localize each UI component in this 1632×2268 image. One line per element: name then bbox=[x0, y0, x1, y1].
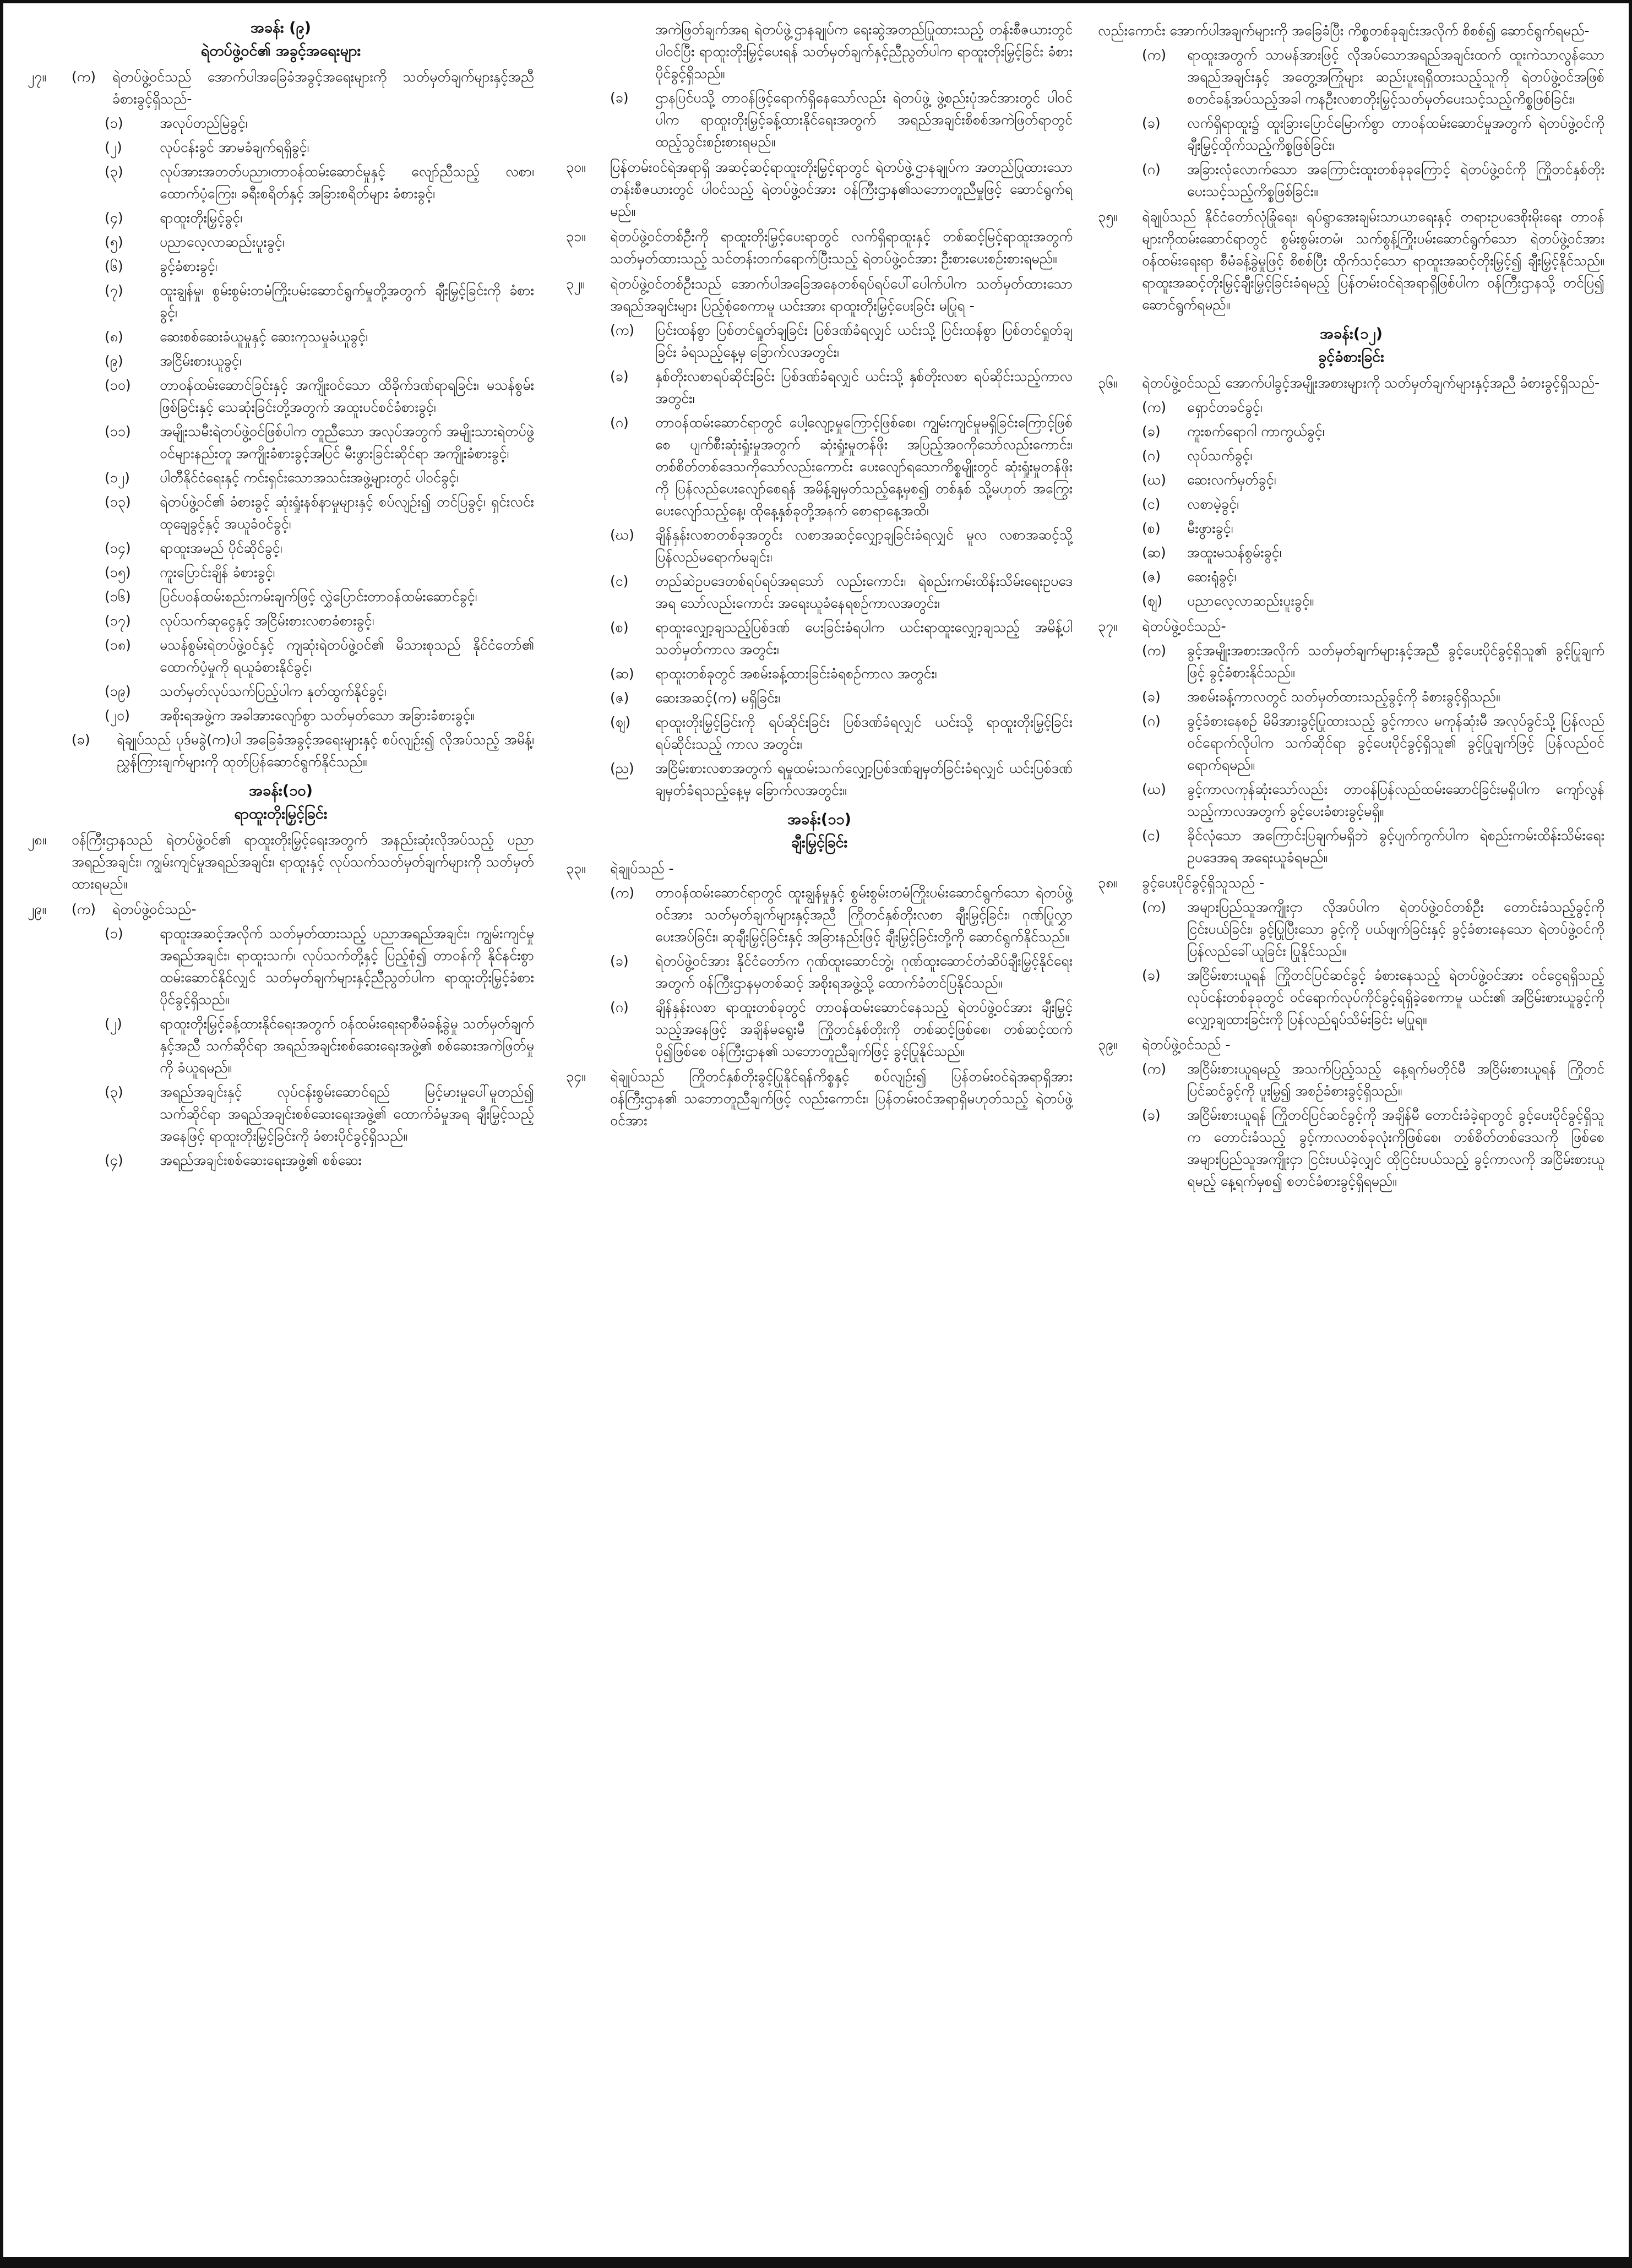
section-27 bbox=[28, 66, 534, 110]
list-item bbox=[1142, 640, 1604, 684]
item-text: အရည်အချင်းနှင့် လုပ်ငန်းစွမ်းဆောင်ရည် မြင့်မားမှုပေါ်မူတည်၍ သက်ဆိုင်ရာ အရည်အချင်းစစ်ဆေးရေးအဖွဲ့၏ ထောက်ခံမှုအရ ချီးမြှင့်သည့်အနေဖြင့် ရာထူးတိုးမြှင့်ခြင်းကို ခံစားပိုင်ခွင့်ရှိသည်။ bbox=[160, 1084, 534, 1144]
list-item bbox=[610, 524, 1073, 568]
item-text: မီးဖွားခွင့်၊ bbox=[1187, 520, 1233, 536]
item-label: (က) bbox=[1142, 642, 1166, 658]
bottom-rule bbox=[3, 2257, 1629, 2265]
item-label: (၁၄) bbox=[105, 540, 131, 556]
section-34 bbox=[566, 1066, 1073, 1132]
list-item bbox=[1142, 396, 1604, 418]
continued-text bbox=[1098, 20, 1604, 42]
item-label: (၈) bbox=[105, 329, 123, 345]
list-item bbox=[1142, 964, 1604, 1031]
list-item bbox=[105, 586, 534, 608]
item-text: ရာထူးလျှော့ချသည့်ပြစ်ဒဏ် ပေးခြင်းခံရပါက ယင်းရာထူးလျှော့ချသည့် အမိန့်ပါ သတ်မှတ်ကာလ အတွင်း၊ bbox=[655, 619, 1073, 657]
item-label: (၃) bbox=[105, 1084, 123, 1100]
list-item bbox=[1142, 778, 1604, 822]
list-item bbox=[105, 537, 534, 559]
section-text: ခွင့်ပေးပိုင်ခွင့်ရှိသူသည် - bbox=[1142, 875, 1264, 891]
item-text: ပြင်းထန်စွာ ပြစ်တင်ရှုတ်ချခြင်း ပြစ်ဒဏ်ခံရလျှင် ယင်းသို့ ပြင်းထန်စွာ ပြစ်တင်ရှုတ်ချခြင်း ခံရသည့်နေ့မှ ခြောက်လအတွင်း၊ bbox=[655, 322, 1073, 360]
section-number: ၃၂။ bbox=[566, 276, 585, 292]
list-item bbox=[1142, 445, 1604, 467]
item-text: ရာထူးတိုးမြှင့်ခန့်ထားနိုင်ရေးအတွက် ဝန်ထမ်းရေးရာစီမံခန့်ခွဲမှု သတ်မှတ်ချက်နှင့်အညီ သက်ဆိုင်ရာ အရည်အချင်းစစ်ဆေးရေးအဖွဲ့၏ စစ်ဆေးအကဲဖြတ်မှုကို ခံယူရမည်။ bbox=[160, 1016, 534, 1076]
section-32-items bbox=[566, 319, 1073, 802]
item-label: (က) bbox=[610, 885, 634, 901]
section-number: ၃၄။ bbox=[566, 1068, 586, 1084]
item-label: (ဂ) bbox=[1142, 161, 1161, 177]
list-item bbox=[105, 1013, 534, 1079]
item-text: လက်ရှိရာထူး၌ ထူးခြားပြောင်မြောက်စွာ တာဝန်ထမ်းဆောင်မှုအတွက် ရဲတပ်ဖွဲ့ဝင်ကို ချီးမြှင့်ထိုက်သည့်ကိစ္စဖြစ်ခြင်း၊ bbox=[1187, 115, 1604, 153]
section-28 bbox=[28, 829, 534, 895]
item-label: (၁၇) bbox=[105, 613, 131, 629]
clause-text: အကဲဖြတ်ချက်အရ ရဲတပ်ဖွဲ့ဌာနချုပ်က ရေးဆွဲအတည်ပြုထားသည့် တန်းစီဇယားတွင် ပါဝင်ပြီး ရာထူးတိုးမြှင့်ပေးရန် သတ်မှတ်ချက်နှင့်ညီညွတ်ပါက ရာထူးတိုးမြှင့်ခြင်း ခံစားပိုင်ခွင့်ရှိသည်။ bbox=[655, 21, 1073, 81]
section-33 bbox=[566, 858, 1073, 880]
item-label: (ဂ) bbox=[1142, 713, 1161, 729]
chapter-11-subtitle: ချီးမြှင့်ခြင်း bbox=[791, 834, 848, 851]
section-number: ၃၇။ bbox=[1098, 618, 1118, 634]
item-label: (၄) bbox=[105, 210, 123, 226]
section-number: ၃၁။ bbox=[566, 228, 586, 244]
section-number: ၃၈။ bbox=[1098, 875, 1118, 891]
section-29-items bbox=[28, 923, 534, 1171]
list-item bbox=[1142, 896, 1604, 962]
item-label: (၅) bbox=[105, 234, 123, 250]
list-item bbox=[1142, 44, 1604, 110]
item-text: အခြားလုံလောက်သော အကြောင်းထူးတစ်ခုခုကြောင့် ရဲတပ်ဖွဲ့ဝင်ကို ကြိုတင်နှစ်တိုးပေးသင့်သည့်ကိစ္စဖြစ်ခြင်း။ bbox=[1187, 161, 1604, 199]
item-text: အလုပ်တည်မြဲခွင့်၊ bbox=[160, 115, 248, 131]
item-text: လုပ်အားအတတ်ပညာ၊တာဝန်ထမ်းဆောင်မှုနှင့် လျော်ညီသည့် လစာ၊ ထောက်ပံ့ကြေး၊ ခရီးစရိတ်နှင့် အခြားစရိတ်များ ခံစားခွင့်၊ bbox=[160, 163, 534, 201]
item-text: ရာထူးအတွက် သာမန်အားဖြင့် လိုအပ်သောအရည်အချင်းထက် ထူးကဲသာလွန်သော အရည်အချင်းနှင့် အတွေ့အကြုံများ ဆည်းပူးရရှိထားသည့်သူကို ရဲတပ်ဖွဲ့ဝင်အဖြစ် စတင်ခန့်အပ်သည့်အခါ ကနဦးလစာတိုးမြှင့်သတ်မှတ်ပေးသင့်သည့်ကိစ္စဖြစ်ခြင်း၊ bbox=[1187, 47, 1604, 107]
item-label: (၆) bbox=[105, 258, 123, 274]
list-item bbox=[105, 610, 534, 632]
item-label: (၁၂) bbox=[105, 470, 130, 486]
section-35 bbox=[1098, 206, 1604, 316]
list-item bbox=[1142, 566, 1604, 588]
list-item bbox=[105, 923, 534, 1011]
list-item bbox=[610, 996, 1073, 1062]
clause-label: (ခ) bbox=[610, 90, 629, 106]
item-text: လုပ်သက်ခွင့်၊ bbox=[1187, 448, 1253, 464]
list-item bbox=[105, 561, 534, 584]
item-text: အငြိမ်းစားယူခွင့်၊ bbox=[160, 353, 242, 369]
section-29-clause-b bbox=[610, 87, 1073, 153]
chapter-10-title: အခန်း(၁၀) bbox=[249, 782, 313, 799]
list-item bbox=[1142, 469, 1604, 491]
item-label: (၁၈) bbox=[105, 637, 131, 653]
item-label: (င) bbox=[1142, 827, 1161, 843]
item-label: (ခ) bbox=[610, 368, 629, 384]
item-label: (၂) bbox=[105, 139, 122, 155]
item-label: (စ) bbox=[1142, 520, 1161, 536]
item-label: (၃) bbox=[105, 163, 123, 179]
section-29 bbox=[28, 898, 534, 920]
section-37-items bbox=[1098, 640, 1604, 869]
item-label: (ည) bbox=[610, 760, 634, 776]
item-text: အမျိုးသမီးရဲတပ်ဖွဲ့ဝင်ဖြစ်ပါက တူညီသော အလုပ်အတွက် အမျိုးသားရဲတပ်ဖွဲ့ဝင်များနည်းတူ အကျိုးခံစားခွင့်အပြင် မီးဖွားခြင်းဆိုင်ရာ အကျိုးခံစားခွင့်၊ bbox=[160, 423, 534, 461]
item-text: တာဝန်ထမ်းဆောင်ရာတွင် ထူးချွန်မှုနှင့် စွမ်းစွမ်းတမံကြိုးပမ်းဆောင်ရွက်သော ရဲတပ်ဖွဲ့ဝင်အား သတ်မှတ်ချက်များနှင့်အညီ ကြိုတင်နှစ်တိုးလစာ ချီးမြှင့်ခြင်း၊ ဂုဏ်ပြုလွှာပေးအပ်ခြင်း၊ ဆုချီးမြှင့်ခြင်းနှင့် အခြားနည်းဖြင့် ချီးမြှင့်ခြင်းတို့ကို ဆောင်ရွက်နိုင်သည်။ bbox=[655, 885, 1073, 945]
item-label: (၁) bbox=[105, 115, 123, 131]
item-label: (ဃ) bbox=[1142, 472, 1166, 488]
item-text: ခွင့်အမျိုးအစားအလိုက် သတ်မှတ်ချက်များနှင့်အညီ ခွင့်ပေးပိုင်ခွင့်ရှိသူ၏ ခွင့်ပြုချက်ဖြင့် ခွင့်ခံစားနိုင်သည်။ bbox=[1187, 642, 1604, 680]
section-31 bbox=[566, 226, 1073, 270]
list-item bbox=[1142, 517, 1604, 539]
item-text: မသန်စွမ်းရဲတပ်ဖွဲ့ဝင်နှင့် ကျဆုံးရဲတပ်ဖွဲ့ဝင်၏ မိသားစုသည် နိုင်ငံတော်၏ ထောက်ပံ့မှုကို ရယူခံစားနိုင်ခွင့်၊ bbox=[160, 637, 534, 675]
list-item bbox=[105, 280, 534, 324]
list-item bbox=[610, 663, 1073, 685]
section-38 bbox=[1098, 872, 1604, 894]
item-text: အများပြည်သူအကျိုးငှာ လိုအပ်ပါက ရဲတပ်ဖွဲ့ဝင်တစ်ဦး တောင်းခံသည့်ခွင့်ကို ငြင်းပယ်ခြင်း၊ ခွင့်ပြုပြီးသော ခွင့်ကို ပယ်ဖျက်ခြင်းနှင့် ခွင့်ခံစားနေသော ရဲတပ်ဖွဲ့ဝင်ကို ပြန်လည်ခေါ်ယူခြင်း ပြုနိုင်သည်။ bbox=[1187, 899, 1604, 959]
chapter-10-subtitle: ရာထူးတိုးမြှင့်ခြင်း bbox=[234, 805, 328, 822]
list-item bbox=[610, 882, 1073, 948]
item-label: (က) bbox=[1142, 399, 1166, 415]
section-number: ၃၉။ bbox=[1098, 1037, 1118, 1053]
item-text: ခွင့်ခံစားနေစဉ် မိမိအားခွင့်ပြုထားသည့် ခွင့်ကာလ မကုန်ဆုံးမီ အလုပ်ခွင်သို့ ပြန်လည်ဝင်ရောက်လိုပါက သက်ဆိုင်ရာ ခွင့်ပေးပိုင်ခွင့်ရှိသူ၏ ခွင့်ပြုချက်ဖြင့် ပြန်လည်ဝင်ရောက်ရမည်။ bbox=[1187, 713, 1604, 773]
item-label: (က) bbox=[610, 322, 634, 338]
item-label: (ဈ) bbox=[1142, 593, 1163, 609]
list-item bbox=[105, 374, 534, 418]
section-27-clause-b bbox=[72, 729, 534, 773]
list-item bbox=[610, 366, 1073, 410]
item-label: (၁၃) bbox=[105, 494, 131, 510]
list-item bbox=[610, 711, 1073, 755]
list-item bbox=[105, 1081, 534, 1147]
item-label: (ဂ) bbox=[610, 999, 629, 1015]
item-text: ချိန်နှန်းလစာ ရာထူးတစ်ခုတွင် တာဝန်ထမ်းဆောင်နေသည့် ရဲတပ်ဖွဲ့ဝင်အား ချီးမြှင့်သည့်အနေဖြင့် အချိန်မရွေးမီ ကြိုတင်နှစ်တိုးကို တစ်ဆင့်ဖြစ်စေ၊ တစ်ဆင့်ထက်ပို၍ဖြစ်စေ ဝန်ကြီးဌာန၏ သဘောတူညီချက်ဖြင့် ခွင့်ပြုနိုင်သည်။ bbox=[655, 999, 1073, 1059]
item-label: (ဆ) bbox=[1142, 544, 1166, 560]
item-label: (ခ) bbox=[1142, 689, 1161, 705]
list-item bbox=[610, 757, 1073, 802]
section-number: ၂၉။ bbox=[28, 901, 46, 917]
item-text: အငြိမ်းစားလစာအတွက် ရမှုထမ်းသက်လျှော့ပြစ်ဒဏ်ချမှတ်ခြင်းခံရလျှင် ယင်းပြစ်ဒဏ်ချမှတ်ခံရသည့်နေ့မှ ခြောက်လအတွင်း။ bbox=[655, 760, 1073, 798]
item-text: ရဲတပ်ဖွဲ့ဝင်အား နိုင်ငံတော်က ဂုဏ်ထူးဆောင်ဘွဲ့၊ ဂုဏ်ထူးဆောင်တံဆိပ်ချီးမြှင့်နိုင်ရေးအတွက် ဝန်ကြီးဌာနမှတစ်ဆင့် အစိုးရအဖွဲ့သို့ ထောက်ခံတင်ပြနိုင်သည်။ bbox=[655, 953, 1073, 991]
chapter-11-title: အခန်း(၁၁) bbox=[787, 811, 851, 828]
item-label: (၁၁) bbox=[105, 423, 131, 439]
clause-text: ရဲတပ်ဖွဲ့ဝင်သည် အောက်ပါအခြေခံအခွင့်အရေးများကို သတ်မှတ်ချက်များနှင့်အညီ ခံစားခွင့်ရှိသည်- bbox=[112, 69, 534, 107]
section-text: ရဲချုပ်သည် ကြိုတင်နှစ်တိုးခွင့်ပြုနိုင်ရန်ကိစ္စနှင့် စပ်လျဉ်း၍ ပြန်တမ်းဝင်ရဲအရာရှိအား ဝန်ကြီးဌာန၏ သဘောတူညီချက်ဖြင့် လည်းကောင်း၊ ပြန်တမ်းဝင်အရာရှိမဟုတ်သည့် ရဲတပ်ဖွဲ့ဝင်အား bbox=[610, 1068, 1073, 1128]
item-text: အငြိမ်းစားယူရန် ကြိုတင်ပြင်ဆင်ခွင့်ကို အချိန်မီ တောင်းခံခဲ့ရာတွင် ခွင့်ပေးပိုင်ခွင့်ရှိသူက တောင်းခံသည့် ခွင့်ကာလတစ်ခုလုံးကိုဖြစ်စေ၊ တစ်စိတ်တစ်ဒေသကို ဖြစ်စေ အများပြည်သူအကျိုးငှာ ငြင်းပယ်ခဲ့လျှင် ထိုငြင်းပယ်သည့် ခွင့်ကာလကို အငြိမ်းစားယူရမည့် နေ့ရက်မှစ၍ စတင်ခံစားခွင့်ရှိရမည်။ bbox=[1187, 1107, 1604, 1189]
list-item bbox=[610, 319, 1073, 363]
item-label: (ခ) bbox=[1142, 423, 1161, 439]
clause-text: ရဲချုပ်သည် ပုဒ်မခွဲ(က)ပါ အခြေခံအခွင့်အရေးများနှင့် စပ်လျဉ်း၍ လိုအပ်သည့် အမိန့်၊ ညွှန်ကြားချက်များကို ထုတ်ပြန်ဆောင်ရွက်နိုင်သည်။ bbox=[117, 732, 534, 770]
item-text: ဆေးအဆင့်(က) မရှိခြင်း၊ bbox=[655, 690, 781, 706]
list-item bbox=[1142, 710, 1604, 776]
item-text: ခိုင်လုံသော အကြောင်းပြချက်မရှိဘဲ ခွင့်ပျက်ကွက်ပါက ရဲစည်းကမ်းထိန်းသိမ်းရေး ဥပဒေအရ အရေးယူခံရမည်။ bbox=[1187, 827, 1604, 865]
item-label: (ခ) bbox=[1142, 967, 1161, 983]
section-39-items bbox=[1098, 1058, 1604, 1192]
section-text: ရဲတပ်ဖွဲ့ဝင်တစ်ဦးကို ရာထူးတိုးမြှင့်ပေးရာတွင် လက်ရှိရာထူးနှင့် တစ်ဆင့်မြင့်ရာထူးအတွက် သတ်မှတ်ထားသည့် သင်တန်းတက်ရောက်ပြီးသည့် ရဲတပ်ဖွဲ့ဝင်အား ဦးစားပေးစဉ်းစားရမည်။ bbox=[610, 228, 1073, 266]
item-text: အစမ်းခန့်ကာလတွင် သတ်မှတ်ထားသည့်ခွင့်ကို ခံစားခွင့်ရှိသည်။ bbox=[1187, 689, 1500, 705]
item-text: အထူးမသန်စွမ်းခွင့်၊ bbox=[1187, 544, 1282, 560]
list-item bbox=[105, 1149, 534, 1171]
item-text: ရာထူးတစ်ခုတွင် အစမ်းခန့်ထားခြင်းခံရစဉ်ကာလ အတွင်း၊ bbox=[655, 666, 937, 682]
section-text: ဝန်ကြီးဌာနသည် ရဲတပ်ဖွဲ့ဝင်၏ ရာထူးတိုးမြှင့်ရေးအတွက် အနည်းဆုံးလိုအပ်သည့် ပညာအရည်အချင်း၊ ကျွမ်းကျင်မှုအရည်အချင်း၊ ရာထူးနှင့် လုပ်သက်သတ်မှတ်ချက်များကို သတ်မှတ်ထားရမည်။ bbox=[72, 832, 534, 892]
chapter-9-title: အခန်း (၉) bbox=[250, 19, 312, 36]
section-36 bbox=[1098, 372, 1604, 394]
list-item bbox=[1142, 112, 1604, 156]
item-label: (က) bbox=[1142, 47, 1166, 63]
list-item bbox=[105, 326, 534, 348]
section-number: ၃၅။ bbox=[1098, 209, 1118, 225]
item-text: ဆေးစစ်ဆေးခံယူမှုနှင့် ဆေးကုသမှုခံယူခွင့်၊ bbox=[160, 329, 368, 345]
item-text: ရဲတပ်ဖွဲ့ဝင်၏ ခံစားခွင့် ဆုံးရှုံးနစ်နာမှုများနှင့် စပ်လျဉ်း၍ တင်ပြခွင့်၊ ရှင်းလင်းထုချေခွင့်နှင့် အယူခံဝင်ခွင့်၊ bbox=[160, 494, 534, 532]
list-item bbox=[105, 161, 534, 205]
item-label: (ဂ) bbox=[1142, 448, 1161, 464]
list-item bbox=[610, 617, 1073, 661]
list-item bbox=[105, 467, 534, 489]
list-item bbox=[1142, 1104, 1604, 1192]
section-27-items bbox=[28, 112, 534, 727]
item-text: ထူးချွန်မှု၊ စွမ်းစွမ်းတမံကြိုးပမ်းဆောင်ရွက်မှုတို့အတွက် ချီးမြှင့်ခြင်းကို ခံစားခွင့်၊ bbox=[160, 282, 534, 320]
item-text: ပညာလေ့လာဆည်းပူးခွင့်။ bbox=[1187, 593, 1314, 609]
column-right bbox=[1098, 17, 1604, 2251]
section-39 bbox=[1098, 1034, 1604, 1056]
item-text: ပြင်ပဝန်ထမ်းစည်းကမ်းချက်ဖြင့် လွှဲပြောင်းတာဝန်ထမ်းဆောင်ခွင့်၊ bbox=[160, 588, 477, 604]
item-text: ဆေးလက်မှတ်ခွင့်၊ bbox=[1187, 472, 1276, 488]
item-text: အစိုးရအဖွဲ့က အခါအားလျော်စွာ သတ်မှတ်သော အခြားခံစားခွင့်။ bbox=[160, 707, 475, 723]
section-30 bbox=[566, 156, 1073, 222]
section-37 bbox=[1098, 615, 1604, 637]
item-text: အငြိမ်းစားယူရမည့် အသက်ပြည့်သည့် နေ့ရက်မတိုင်မီ အငြိမ်းစားယူရန် ကြိုတင်ပြင်ဆင်ခွင့်ကို ပူးမြှ၍ အစဉ်ခံစားခွင့်ရှိသည်။ bbox=[1187, 1061, 1604, 1099]
section-text: လည်းကောင်း အောက်ပါအချက်များကို အခြေခံပြီး ကိစ္စတစ်ခုချင်းအလိုက် စိစစ်၍ ဆောင်ရွက်ရမည်- bbox=[1098, 23, 1590, 39]
section-33-items bbox=[566, 882, 1073, 1062]
chapter-9-subtitle: ရဲတပ်ဖွဲ့ဝင်၏ အခွင့်အရေးများ bbox=[200, 42, 361, 59]
list-item bbox=[610, 950, 1073, 994]
item-text: ရာထူးအမည် ပိုင်ဆိုင်ခွင့်၊ bbox=[160, 540, 282, 556]
list-item bbox=[1142, 421, 1604, 443]
list-item bbox=[105, 634, 534, 678]
column-left bbox=[28, 17, 534, 2251]
item-label: (င) bbox=[1142, 496, 1161, 512]
item-text: သတ်မှတ်လုပ်သက်ပြည့်ပါက နုတ်ထွက်နိုင်ခွင့်၊ bbox=[160, 683, 387, 699]
section-text: ရဲတပ်ဖွဲ့ဝင်သည် အောက်ပါခွင့်အမျိုးအစားများကို သတ်မှတ်ချက်များနှင့်အညီ ခံစားခွင့်ရှိသည်- bbox=[1142, 375, 1600, 391]
item-text: လုပ်သက်ဆုငွေနှင့် အငြိမ်းစားလစာခံစားခွင့်၊ bbox=[160, 613, 374, 629]
item-label: (ဃ) bbox=[1142, 781, 1166, 797]
item-label: (က) bbox=[1142, 899, 1166, 915]
item-label: (ခ) bbox=[610, 953, 629, 969]
chapter-12-subtitle: ခွင့်ခံစားခြင်း bbox=[1318, 348, 1385, 366]
item-label: (ဆ) bbox=[610, 666, 634, 682]
continued-text bbox=[610, 19, 1073, 85]
item-text: တာဝန်ထမ်းဆောင်ခြင်းနှင့် အကျိုးဝင်သော ထိခိုက်ဒဏ်ရာရခြင်း၊ မသန်စွမ်းဖြစ်ခြင်းနှင့် သေဆုံးခြင်းတို့အတွက် အထူးပင်စင်ခံစားခွင့်၊ bbox=[160, 377, 534, 415]
list-item bbox=[105, 680, 534, 702]
list-item bbox=[105, 255, 534, 277]
item-label: (င) bbox=[610, 573, 629, 589]
item-text: ဆေးရုံခွင့်၊ bbox=[1187, 569, 1237, 585]
section-number: ၂၇။ bbox=[28, 69, 46, 85]
item-label: (ခ) bbox=[1142, 115, 1161, 131]
item-label: (ဃ) bbox=[610, 527, 634, 543]
section-number: ၃၆။ bbox=[1098, 375, 1118, 391]
item-label: (၁) bbox=[105, 925, 123, 941]
section-text: ရဲတပ်ဖွဲ့ဝင်တစ်ဦးသည် အောက်ပါအခြေအနေတစ်ရပ်ရပ်ပေါ်ပေါက်ပါက သတ်မှတ်ထားသော အရည်အချင်းများ ပြည့်စုံစေကာမူ ယင်းအား ရာထူးတိုးမြှင့်ပေးခြင်း မပြုရ - bbox=[610, 276, 1073, 314]
section-text: ရဲချုပ်သည် နိုင်ငံတော်လုံခြုံရေး၊ ရပ်ရွာအေးချမ်းသာယာရေးနှင့် တရားဥပဒေစိုးမိုးရေး တာဝန်များကိုထမ်းဆောင်ရာတွင် စွမ်းစွမ်းတမံ၊ သက်စွန့်ကြိုးပမ်းဆောင်ရွက်သော ရဲတပ်ဖွဲ့ဝင်အား ဝန်ထမ်းရေးရာ စီမံခန့်ခွဲမှုဖြင့် စိစစ်ပြီး ထိုက်သင့်သော ရာထူးအဆင့်တိုးမြှင့်၍ ချီးမြှင့်နိုင်သည်။ ရာထူးအဆင့်တိုးမြှင့်ချီးမြှင့်ခြင်းခံရမည့် ပြန်တမ်းဝင်ရဲအရာရှိဖြစ်ပါက ဝန်ကြီးဌာနသို့ တင်ပြ၍ ဆောင်ရွက်ရမည်။ bbox=[1142, 209, 1604, 313]
item-text: အရည်အချင်းစစ်ဆေးရေးအဖွဲ့၏ စစ်ဆေး bbox=[160, 1152, 362, 1168]
section-32 bbox=[566, 273, 1073, 317]
item-text: တာဝန်ထမ်းဆောင်ရာတွင် ပေါ့လျော့မှုကြောင့်ဖြစ်စေ၊ ကျွမ်းကျင်မှုမရှိခြင်းကြောင့်ဖြစ်စေ ပျက်စီးဆုံးရှုံးမှုအတွက် ဆုံးရှုံးမှုတန်ဖိုး အပြည့်အဝကိုသော်လည်းကောင်း၊ တစ်စိတ်တစ်ဒေသကိုသော်လည်းကောင်း ပေးလျော်ရသောကိစ္စမျိုးတွင် ဆုံးရှုံးမှုတန်ဖိုးကို ပြန်လည်ပေးလျော်စေရန် အမိန့်ချမှတ်သည့်နေ့မှစ၍ တစ်နှစ် သို့မဟုတ် အကြွေးပေးလျော်သည့်နေ့၊ ထိုနေ့နှစ်ခုတို့အနက် စောရာနေ့အထိ၊ bbox=[655, 415, 1073, 519]
item-text: ပါတီနိုင်ငံရေးနှင့် ကင်းရှင်းသောအသင်းအဖွဲ့များတွင် ပါဝင်ခွင့်၊ bbox=[160, 470, 459, 486]
item-label: (၂) bbox=[105, 1016, 122, 1032]
section-38-items bbox=[1098, 896, 1604, 1031]
item-label: (ခ) bbox=[1142, 1107, 1161, 1123]
section-36-items bbox=[1098, 396, 1604, 612]
item-label: (၁၆) bbox=[105, 588, 131, 604]
list-item bbox=[105, 350, 534, 372]
list-item bbox=[1142, 686, 1604, 708]
item-text: ကူးစက်ရောဂါ ကာကွယ်ခွင့်၊ bbox=[1187, 423, 1325, 439]
section-text: ပြန်တမ်းဝင်ရဲအရာရှိ အဆင့်ဆင့်ရာထူးတိုးမြှင့်ရာတွင် ရဲတပ်ဖွဲ့ဌာနချုပ်က အတည်ပြုထားသော တန်းစီဇယားတွင် ပါဝင်သည့် ရဲတပ်ဖွဲ့ဝင်အား ဝန်ကြီးဌာန၏သဘောတူညီမှုဖြင့် ဆောင်ရွက်ရမည်။ bbox=[610, 159, 1073, 219]
list-item bbox=[105, 491, 534, 535]
item-text: တည်ဆဲဥပဒေတစ်ရပ်ရပ်အရသော် လည်းကောင်း၊ ရဲစည်းကမ်းထိန်းသိမ်းရေးဥပဒေအရ သော်လည်းကောင်း အရေးယူခံနေရစဉ်ကာလအတွင်း၊ bbox=[655, 573, 1073, 611]
item-text: အငြိမ်းစားယူရန် ကြိုတင်ပြင်ဆင်ခွင့် ခံစားနေသည့် ရဲတပ်ဖွဲ့ဝင်အား ဝင်ငွေရရှိသည့် လုပ်ငန်းတစ်ခုခုတွင် ဝင်ရောက်လုပ်ကိုင်ခွင့်ရရှိခဲ့စေကာမူ ယင်း၏ အငြိမ်းစားယူခွင့်ကို လျှော့ချထားခြင်းကို ပြန်လည်ရုပ်သိမ်းခြင်း မပြုရ။ bbox=[1187, 967, 1604, 1027]
list-item bbox=[105, 207, 534, 229]
list-item bbox=[1142, 493, 1604, 515]
list-item bbox=[105, 421, 534, 465]
item-label: (ဇ) bbox=[1142, 569, 1161, 585]
section-number: ၂၈။ bbox=[28, 832, 47, 848]
section-number: ၃၃။ bbox=[566, 860, 586, 876]
item-label: (ဇ) bbox=[610, 690, 629, 706]
list-item bbox=[105, 112, 534, 134]
item-label: (၁၉) bbox=[105, 683, 131, 699]
list-item bbox=[1142, 159, 1604, 203]
item-text: နှစ်တိုးလစာရပ်ဆိုင်းခြင်း ပြစ်ဒဏ်ခံရလျှင် ယင်းသို့ နှစ်တိုးလစာ ရပ်ဆိုင်းသည့်ကာလအတွင်း၊ bbox=[655, 368, 1073, 406]
section-text: ရဲတပ်ဖွဲ့ဝင်သည် - bbox=[1142, 1037, 1231, 1053]
column-middle bbox=[566, 17, 1073, 2251]
section-text: ရဲချုပ်သည် - bbox=[610, 860, 674, 876]
item-text: ရှောင်တခင်ခွင့်၊ bbox=[1187, 399, 1263, 415]
clause-text: ရဲတပ်ဖွဲ့ဝင်သည်- bbox=[112, 901, 197, 917]
list-item bbox=[105, 705, 534, 727]
item-label: (၁၅) bbox=[105, 564, 131, 580]
section-number: ၃၀။ bbox=[566, 159, 586, 175]
item-text: ချိန်နှန်းလစာတစ်ခုအတွင်း လစာအဆင့်လျှော့ချခြင်းခံရလျှင် မူလ လစာအဆင့်သို့ ပြန်လည်မရောက်မချင်း၊ bbox=[655, 527, 1073, 565]
list-item bbox=[610, 687, 1073, 709]
item-text: ခွင့်ကာလကုန်ဆုံးသော်လည်း တာဝန်ပြန်လည်ထမ်းဆောင်ခြင်းမရှိပါက ကျော်လွန်သည့်ကာလအတွက် ခွင့်ပေးခံစားခွင့်မရှိ။ bbox=[1187, 781, 1604, 819]
list-item bbox=[1142, 825, 1604, 869]
list-item bbox=[105, 231, 534, 253]
list-item bbox=[610, 570, 1073, 614]
item-text: ရာထူးအဆင့်အလိုက် သတ်မှတ်ထားသည့် ပညာအရည်အချင်း၊ ကျွမ်းကျင်မှုအရည်အချင်း၊ ရာထူးသက်၊ လုပ်သက်တို့နှင့် ပြည့်စုံ၍ တာဝန်ကို နိုင်နင်းစွာထမ်းဆောင်နိုင်လျှင် သတ်မှတ်ချက်များနှင့်ညီညွတ်ပါက ရာထူးတိုးမြှင့်ခံစားပိုင်ခွင့်ရှိသည်။ bbox=[160, 925, 534, 1007]
item-text: လုပ်ငန်းခွင် အာမခံချက်ရရှိခွင့်၊ bbox=[160, 139, 309, 155]
section-text: ရဲတပ်ဖွဲ့ဝင်သည်- bbox=[1142, 618, 1226, 634]
section-34-items bbox=[1098, 44, 1604, 203]
item-label: (၉) bbox=[105, 353, 123, 369]
item-text: ရာထူးတိုးမြှင့်ခြင်းကို ရပ်ဆိုင်းခြင်း ပြစ်ဒဏ်ခံရလျှင် ယင်းသို့ ရာထူးတိုးမြှင့်ခြင်း ရပ်ဆိုင်းသည့် ကာလ အတွင်း၊ bbox=[655, 714, 1073, 752]
item-label: (၇) bbox=[105, 282, 123, 298]
item-text: ခွင့်ခံစားခွင့်၊ bbox=[160, 258, 217, 274]
item-label: (၄) bbox=[105, 1152, 123, 1168]
clause-label: (က) bbox=[72, 901, 96, 917]
list-item bbox=[610, 412, 1073, 522]
clause-text: ဌာနပြင်ပသို့ တာဝန်ဖြင့်ရောက်ရှိနေသော်လည်း ရဲတပ်ဖွဲ့ ဖွဲ့စည်းပုံအင်အားတွင် ပါဝင်ပါက ရာထူးတိုးမြှင့်ခန့်ထားနိုင်ရေးအတွက် အရည်အချင်းစိစစ်အကဲဖြတ်ရာတွင် ထည့်သွင်းစဉ်းစားရမည်။ bbox=[655, 90, 1073, 150]
item-label: (စ) bbox=[610, 619, 629, 635]
clause-label: (က) bbox=[72, 69, 96, 85]
item-label: (က) bbox=[1142, 1061, 1166, 1077]
item-label: (၁၀) bbox=[105, 377, 131, 393]
item-label: (၂၀) bbox=[105, 707, 130, 723]
item-label: (ဈ) bbox=[610, 714, 631, 730]
item-text: ရာထူးတိုးမြှင့်ခွင့်၊ bbox=[160, 210, 243, 226]
item-text: ပညာလေ့လာဆည်းပူးခွင့်၊ bbox=[160, 234, 285, 250]
list-item bbox=[1142, 542, 1604, 564]
item-label: (ဂ) bbox=[610, 415, 629, 430]
clause-label: (ခ) bbox=[72, 732, 90, 748]
item-text: ကူးပြောင်းချိန် ခံစားခွင့်၊ bbox=[160, 564, 275, 580]
list-item bbox=[1142, 1058, 1604, 1102]
list-item bbox=[105, 137, 534, 159]
list-item bbox=[1142, 590, 1604, 612]
item-text: လစာမဲ့ခွင့်၊ bbox=[1187, 496, 1239, 512]
chapter-12-title: အခန်း(၁၂) bbox=[1320, 325, 1383, 342]
